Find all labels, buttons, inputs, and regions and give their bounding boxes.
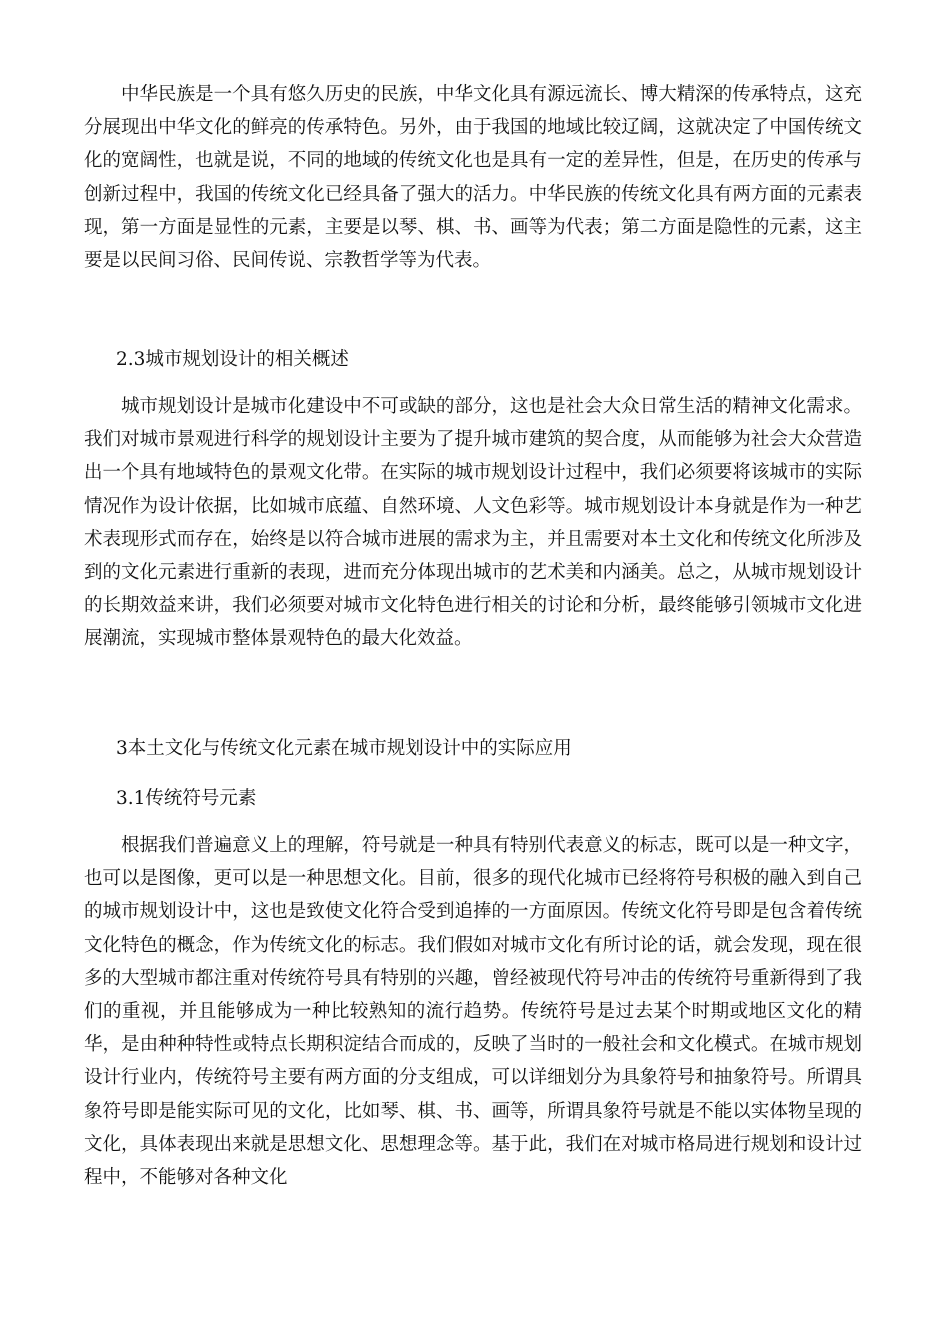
- paragraph-traditional-symbols: 根据我们普遍意义上的理解，符号就是一种具有特别代表意义的标志，既可以是一种文字，也可以是图像，更可以是一种思想文化。目前，很多的现代化城市已经将符号积极的融入到自己的城市规划设计中，这也是致使文化符合受到追捧的一方面原因。传统文化符号即是包含着传统文化特色的概念，作为传统文化的标志。我们假如对城市文化有所讨论的话，就会发现，现在很多的大型城市都注重对传统符号具有特别的兴趣，曾经被现代符号冲击的传统符号重新得到了我们的重视，并且能够成为一种比较熟知的流行趋势。传统符号是过去某个时期或地区文化的精华，是由种种特性或特点长期积淀结合而成的，反映了当时的一般社会和文化模式。在城市规划设计行业内，传统符号主要有两方面的分支组成，可以详细划分为具象符号和抽象符号。所谓具象符号即是能实际可见的文化，比如琴、棋、书、画等，所谓具象符号就是不能以实体物呈现的文化，具体表现出来就是思想文化、思想理念等。基于此，我们在对城市格局进行规划和设计过程中，不能够对各种文化: [84, 835, 862, 1189]
- paragraph-urban-planning-overview: 城市规划设计是城市化建设中不可或缺的部分，这也是社会大众日常生活的精神文化需求。我们对城市景观进行科学的规划设计主要为了提升城市建筑的契合度，从而能够为社会大众营造出一个具有地域特色的景观文化带。在实际的城市规划设计过程中，我们必须要将该城市的实际情况作为设计依据，比如城市底蕴、自然环境、人文色彩等。城市规划设计本身就是作为一种艺术表现形式而存在，始终是以符合城市进展的需求为主，并且需要对本土文化和传统文化所涉及到的文化元素进行重新的表现，进而充分体现出城市的艺术美和内涵美。总之，从城市规划设计的长期效益来讲，我们必须要对城市文化特色进行相关的讨论和分析，最终能够引领城市文化进展潮流，实现城市整体景观特色的最大化效益。: [84, 396, 862, 650]
- paragraph-chinese-culture: 中华民族是一个具有悠久历史的民族，中华文化具有源远流长、博大精深的传承特点，这充分展现出中华文化的鲜亮的传承特色。另外，由于我国的地域比较辽阔，这就决定了中国传统文化的宽阔性，也就是说，不同的地域的传统文化也是具有一定的差异性，但是，在历史的传承与创新过程中，我国的传统文化已经具备了强大的活力。中华民族的传统文化具有两方面的元素表现，第一方面是显性的元素，主要是以琴、棋、书、画等为代表；第二方面是隐性的元素，这主要是以民间习俗、民间传说、宗教哲学等为代表。: [84, 84, 862, 272]
- section-heading-3: 3本土文化与传统文化元素在城市规划设计中的实际应用: [116, 738, 572, 759]
- section-heading-2-3: 2.3城市规划设计的相关概述: [116, 349, 349, 370]
- section-heading-3-1: 3.1传统符号元素: [116, 788, 257, 809]
